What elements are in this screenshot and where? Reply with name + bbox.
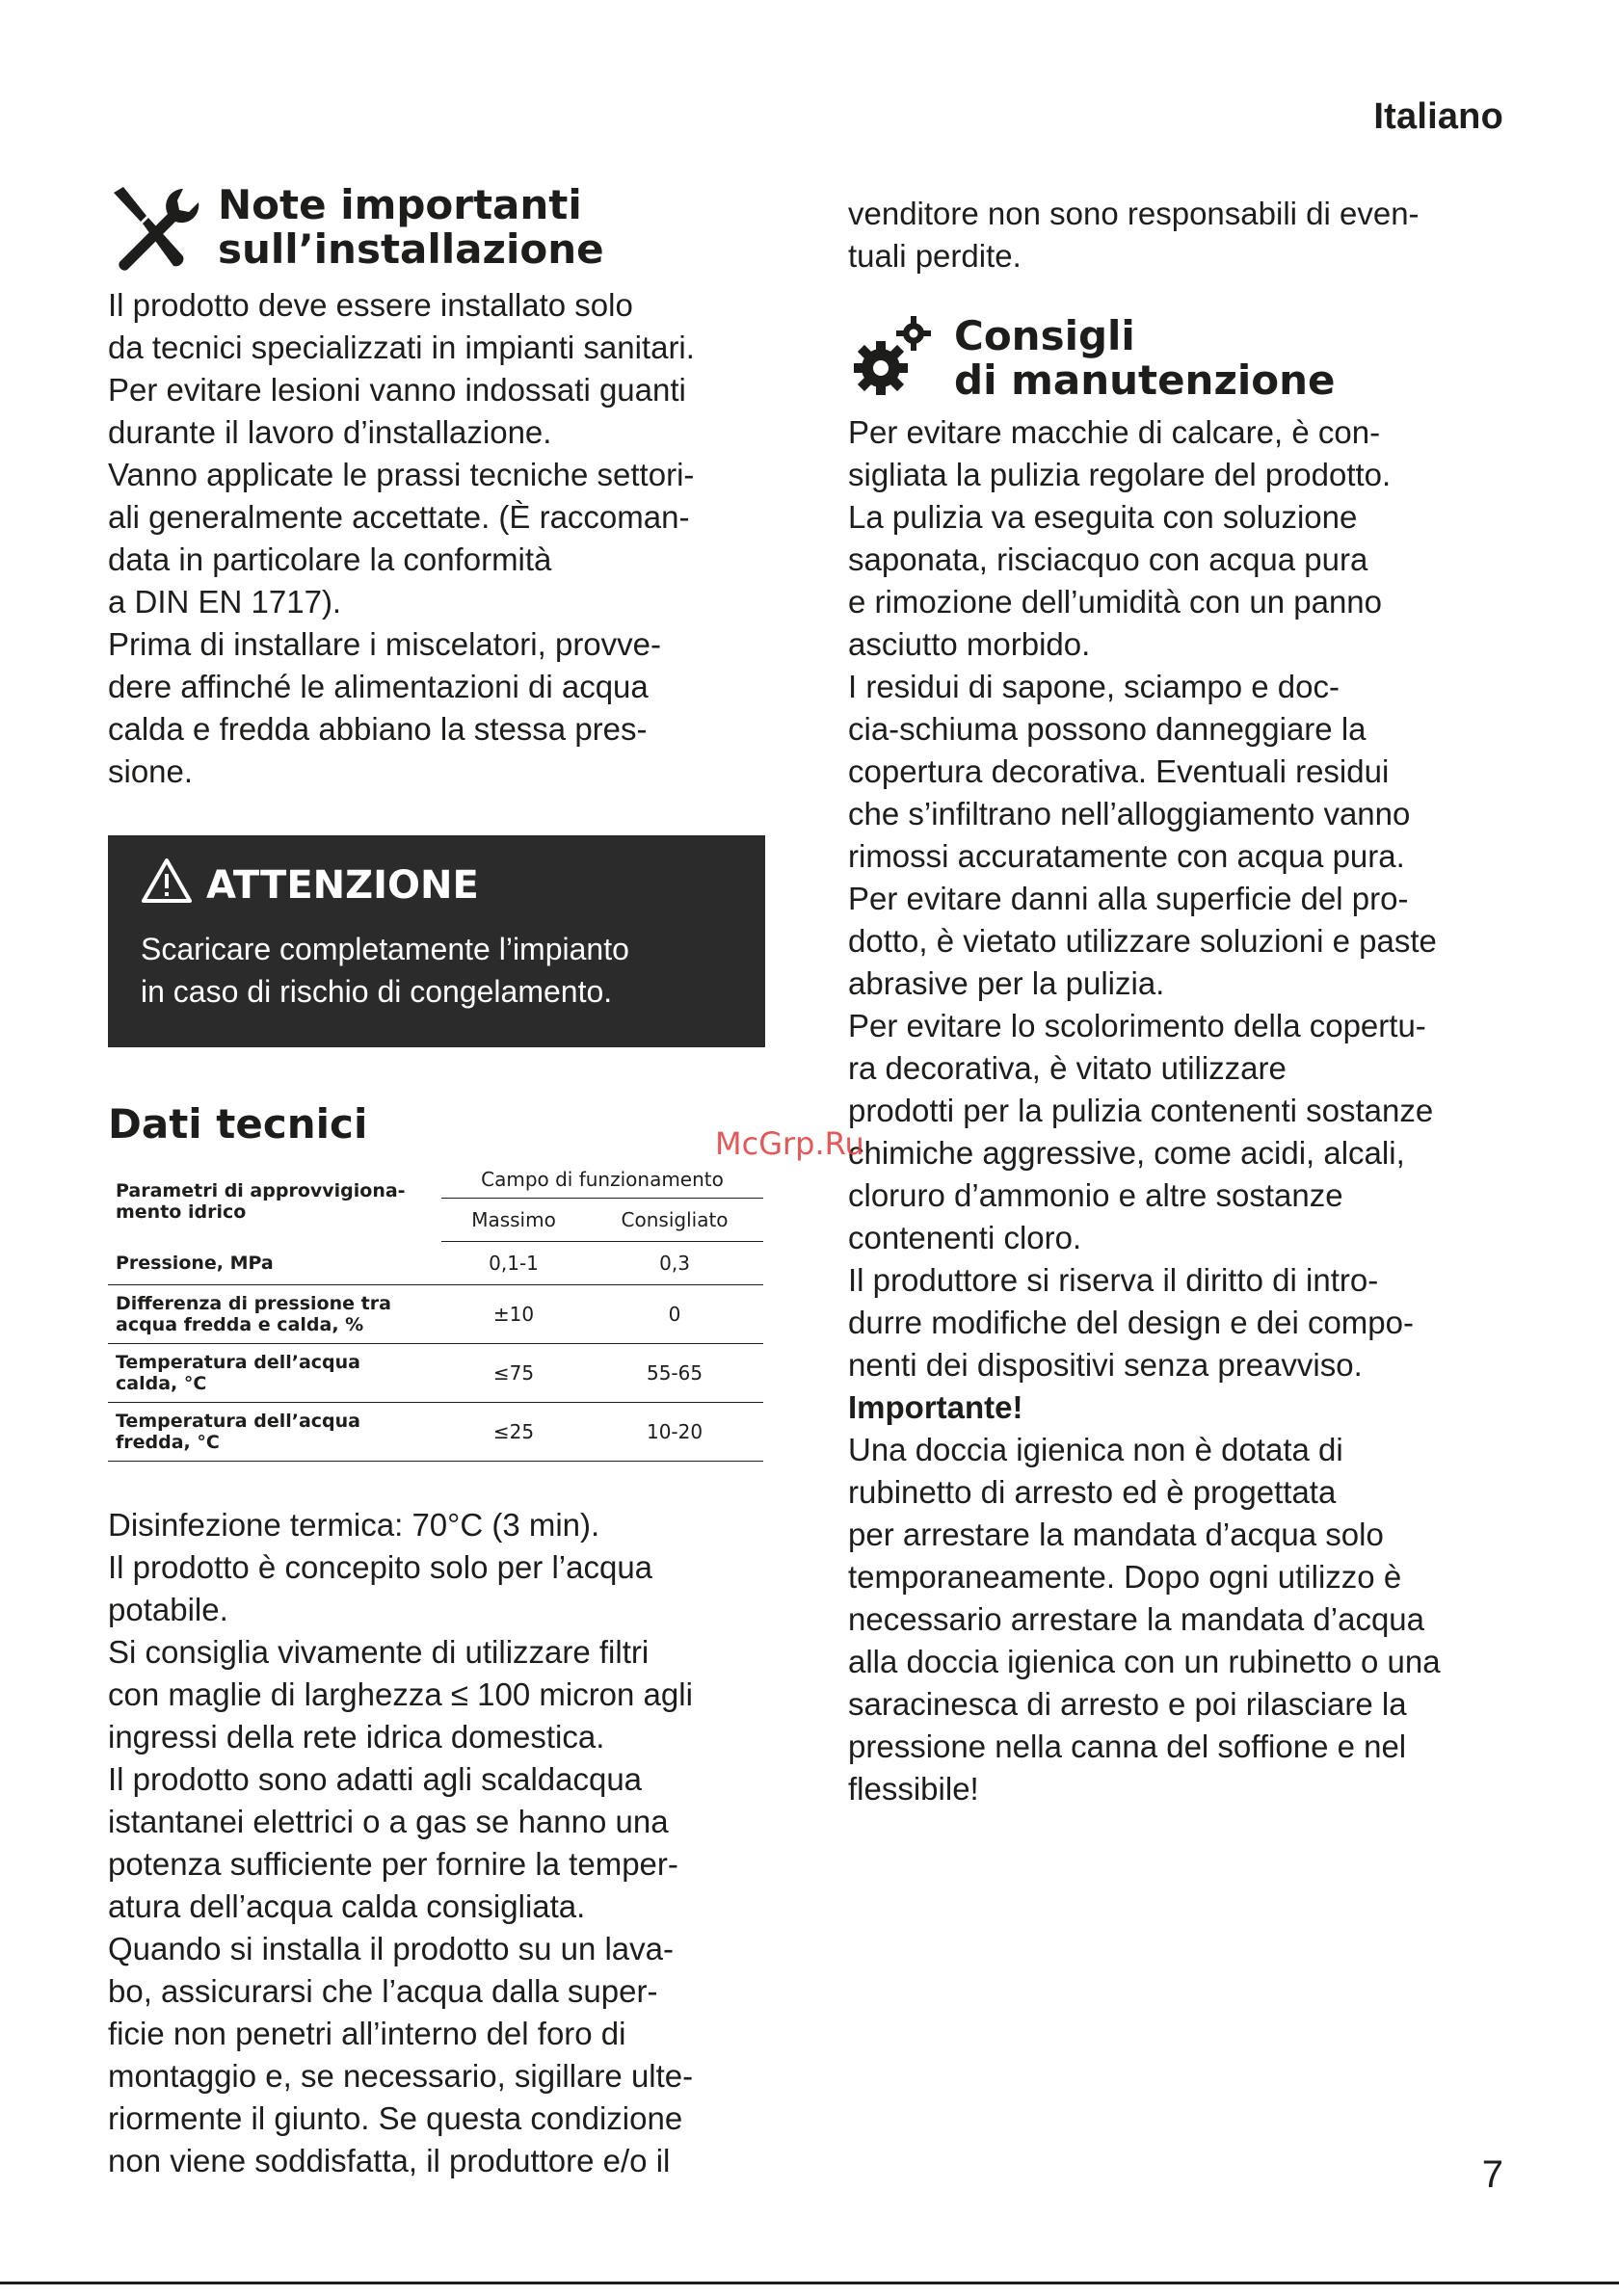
right-column [848, 193, 1513, 1810]
warning-box [108, 835, 765, 1047]
warning-title: ATTENZIONE [206, 863, 479, 908]
row-max: ≤75 [441, 1344, 586, 1403]
table-row [108, 1285, 763, 1344]
row-rec: 10-20 [586, 1403, 763, 1462]
row-label: Temperatura dell’acqua calda, °C [108, 1344, 441, 1403]
important-text: Una doccia igienica non è dotata di rubinetto di arresto ed è progettata per arrestare la mandata d’acqua solo temporaneamente. Dopo ogni utilizzo è necessario arrestare la mandata d’acqua alla doccia igienica con un rubinetto o una saracinesca di arresto e poi rilasciare la pressione nella canna del soffione e nel flessibile! [848, 1432, 1441, 1807]
table-row [108, 1344, 763, 1403]
installation-text: Il prodotto deve essere installato solo da tecnici specializzati in impianti sanitari. Per evitare lesioni vanno indossati guanti durante il lavoro d’installazione. Vanno applicate le prassi tecniche settori- ali generalmente accettate. (È raccoman- data in particolare la conformità a DIN EN 1717). Prima di installare i miscelatori, provve- dere affinché le alimentazioni di acqua calda e fredda abbiano la stessa pres- sione. [108, 287, 695, 789]
left-column [108, 183, 765, 2182]
watermark: McGrp.Ru [715, 1125, 864, 1162]
range-header: Campo di funzionamento [441, 1161, 763, 1199]
row-label: Temperatura dell’acqua fredda, °C [108, 1403, 441, 1462]
row-rec: 55-65 [586, 1344, 763, 1403]
row-label: Pressione, MPa [108, 1242, 441, 1285]
bottom-rule [0, 2282, 1619, 2284]
table-row [108, 1242, 763, 1285]
installation-heading [108, 183, 765, 280]
language-label: Italiano [1373, 96, 1503, 137]
gears-icon [848, 314, 937, 408]
tech-table [108, 1161, 763, 1462]
maintenance-heading [848, 314, 1513, 408]
rec-header: Consigliato [586, 1199, 763, 1242]
maintenance-text: Per evitare macchie di calcare, è con- sigliata la pulizia regolare del prodotto. La pulizia va eseguita con soluzione saponata, risciacquo con acqua pura e rimozione dell’umidità con un panno asciutto morbido. I residui di sapone, sciampo e doc- cia-schiuma possono danneggiare la copertura decorativa. Eventuali residui che s’infiltrano nell’alloggiamento vanno rimossi accuratamente con acqua pura. Per evitare danni alla superficie del pro- dotto, è vietato utilizzare soluzioni e paste abrasive per la pulizia. Per evitare lo scolorimento della copertu- ra decorativa, è vitato utilizzare prodotti per la pulizia contenenti sostanze chimiche aggressive, come acidi, alcali, cloruro d’ammonio e altre sostanze contenenti cloro. Il produttore si riserva il diritto di intro- durre modifiche del design e dei compo- nenti dei dispositivi senza preavviso. [848, 414, 1437, 1383]
maintenance-title: Consigli di manutenzione [954, 312, 1336, 404]
installation-title: Note importanti sull’installazione [218, 181, 604, 273]
row-rec: 0,3 [586, 1242, 763, 1285]
tech-after-text: Disinfezione termica: 70°C (3 min). Il prodotto è concepito solo per l’acqua potabile. Si consiglia vivamente di utilizzare filtri con maglie di larghezza ≤ 100 micron agli ingressi della rete idrica domestica. Il prodotto sono adatti agli scaldacqua istantanei elettrici o a gas se hanno una potenza sufficiente per fornire la temper- atura dell’acqua calda consigliata. Quando si installa il prodotto su un lava- bo, assicurarsi che l’acqua dalla super- ficie non penetri all’interno del foro di montaggio e, se necessario, sigillare ulte- riormente il giunto. Se questa condizione non viene soddisfatta, il produttore e/o il [108, 1507, 694, 2178]
tech-title: Dati tecnici [108, 1100, 368, 1148]
row-label: Differenza di pressione tra acqua fredda e calda, % [108, 1285, 441, 1344]
row-max: ±10 [441, 1285, 586, 1344]
continuation-text: venditore non sono responsabili di even- tuali perdite. [848, 196, 1420, 274]
row-max: ≤25 [441, 1403, 586, 1462]
row-max: 0,1-1 [441, 1242, 586, 1285]
table-row [108, 1403, 763, 1462]
tools-icon [108, 183, 200, 280]
important-label: Importante! [848, 1389, 1023, 1425]
param-header: Parametri di approvvigiona- mento idrico [116, 1179, 406, 1223]
warning-triangle-icon [141, 858, 193, 913]
warning-text: Scaricare completamente l’impianto in caso di rischio di congelamento. [141, 932, 629, 1009]
row-rec: 0 [586, 1285, 763, 1344]
max-header: Massimo [441, 1199, 586, 1242]
page-number: 7 [1481, 2153, 1503, 2196]
